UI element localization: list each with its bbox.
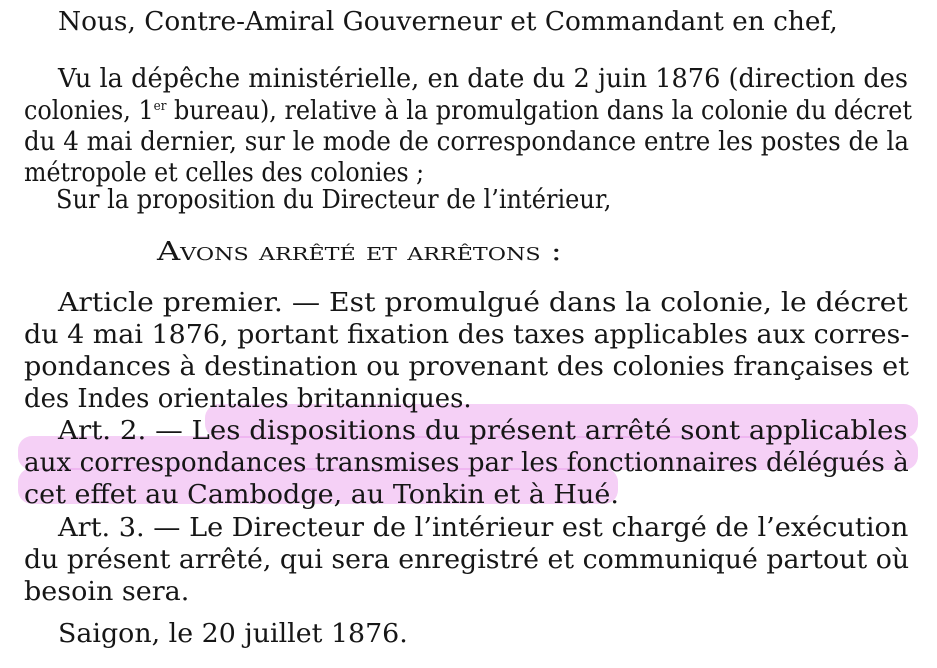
article1-line-2: du 4 mai 1876, portant fixation des taxes applicables aux corres- bbox=[24, 320, 910, 350]
signature-line: Saigon, le 20 juillet 1876. bbox=[58, 619, 408, 649]
article1-line-4: des Indes orientales britanniques. bbox=[24, 384, 472, 414]
preamble-line-1: Vu la dépêche ministérielle, en date du 2 juin 1876 (direction des bbox=[58, 64, 909, 94]
ordinal-superscript: er bbox=[153, 99, 167, 114]
article2-line-3: cet effet au Cambodge, au Tonkin et à Hué. bbox=[24, 480, 619, 510]
article3-line-2: du présent arrêté, qui sera enregistré et communiqué partout où bbox=[24, 545, 910, 575]
article2-line-1: Art. 2. — Les dispositions du présent arrêté sont applicables bbox=[58, 416, 908, 446]
article1-line-1: Article premier. — Est promulgué dans la colonie, le décret bbox=[58, 288, 908, 318]
heading: Nous, Contre-Amiral Gouverneur et Commandant en chef, bbox=[58, 7, 838, 37]
preamble-line-5: Sur la proposition du Directeur de l’intérieur, bbox=[56, 185, 612, 215]
preamble-text: colonies, 1 bbox=[24, 96, 154, 126]
preamble-line-3: du 4 mai dernier, sur le mode de correspondance entre les postes de la bbox=[24, 127, 909, 157]
article2-line-2: aux correspondances transmises par les fonctionnaires délégués à bbox=[24, 448, 909, 478]
preamble-line-4: métropole et celles des colonies ; bbox=[24, 158, 425, 188]
decree-formula: Avons arrêté et arrêtons : bbox=[157, 237, 562, 267]
article3-line-3: besoin sera. bbox=[24, 577, 190, 607]
article1-line-3: pondances à destination ou provenant des colonies françaises et bbox=[24, 352, 909, 382]
preamble-line-2 bbox=[24, 95, 912, 127]
preamble-text: bureau), relative à la promulgation dans la colonie du décret bbox=[166, 96, 912, 126]
article3-line-1: Art. 3. — Le Directeur de l’intérieur est chargé de l’exécution bbox=[58, 513, 909, 543]
